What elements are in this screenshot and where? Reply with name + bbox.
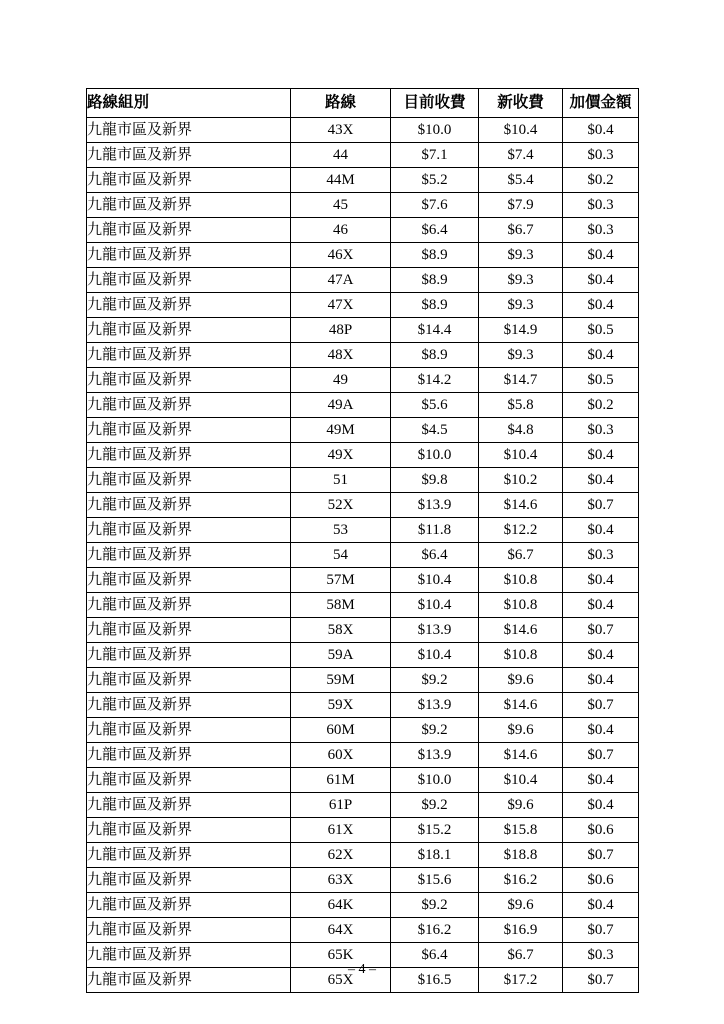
cell-route-group: 九龍市區及新界 xyxy=(87,918,291,943)
cell-route: 43X xyxy=(291,118,391,143)
cell-route-group: 九龍市區及新界 xyxy=(87,743,291,768)
cell-current-fare: $7.1 xyxy=(391,143,479,168)
cell-route: 62X xyxy=(291,843,391,868)
cell-route-group: 九龍市區及新界 xyxy=(87,293,291,318)
cell-increase: $0.7 xyxy=(563,693,639,718)
cell-current-fare: $10.0 xyxy=(391,768,479,793)
cell-current-fare: $14.4 xyxy=(391,318,479,343)
cell-increase: $0.2 xyxy=(563,393,639,418)
cell-route: 49M xyxy=(291,418,391,443)
table-row xyxy=(87,293,639,318)
cell-increase: $0.7 xyxy=(563,743,639,768)
cell-new-fare: $6.7 xyxy=(479,543,563,568)
cell-route-group: 九龍市區及新界 xyxy=(87,893,291,918)
cell-route: 53 xyxy=(291,518,391,543)
column-header-route-group: 路線組別 xyxy=(87,89,291,118)
cell-new-fare: $6.7 xyxy=(479,218,563,243)
cell-current-fare: $15.6 xyxy=(391,868,479,893)
cell-increase: $0.4 xyxy=(563,793,639,818)
cell-route: 49A xyxy=(291,393,391,418)
cell-current-fare: $13.9 xyxy=(391,493,479,518)
cell-new-fare: $9.3 xyxy=(479,343,563,368)
table-row xyxy=(87,768,639,793)
cell-route: 58X xyxy=(291,618,391,643)
cell-route: 44M xyxy=(291,168,391,193)
cell-current-fare: $18.1 xyxy=(391,843,479,868)
cell-new-fare: $5.8 xyxy=(479,393,563,418)
cell-current-fare: $11.8 xyxy=(391,518,479,543)
cell-current-fare: $16.2 xyxy=(391,918,479,943)
cell-new-fare: $14.6 xyxy=(479,493,563,518)
cell-current-fare: $9.8 xyxy=(391,468,479,493)
table-row xyxy=(87,218,639,243)
cell-route-group: 九龍市區及新界 xyxy=(87,343,291,368)
cell-route: 48P xyxy=(291,318,391,343)
cell-route: 51 xyxy=(291,468,391,493)
cell-new-fare: $9.3 xyxy=(479,268,563,293)
table-row xyxy=(87,143,639,168)
cell-increase: $0.3 xyxy=(563,418,639,443)
cell-route: 46 xyxy=(291,218,391,243)
cell-route-group: 九龍市區及新界 xyxy=(87,468,291,493)
table-row xyxy=(87,693,639,718)
cell-route-group: 九龍市區及新界 xyxy=(87,268,291,293)
cell-current-fare: $6.4 xyxy=(391,543,479,568)
cell-new-fare: $14.6 xyxy=(479,693,563,718)
table-row xyxy=(87,743,639,768)
cell-route: 59A xyxy=(291,643,391,668)
cell-new-fare: $10.4 xyxy=(479,768,563,793)
cell-new-fare: $16.9 xyxy=(479,918,563,943)
cell-increase: $0.4 xyxy=(563,468,639,493)
table-row xyxy=(87,843,639,868)
cell-new-fare: $10.2 xyxy=(479,468,563,493)
cell-route-group: 九龍市區及新界 xyxy=(87,568,291,593)
table-row xyxy=(87,318,639,343)
cell-route-group: 九龍市區及新界 xyxy=(87,143,291,168)
cell-route-group: 九龍市區及新界 xyxy=(87,168,291,193)
cell-current-fare: $15.2 xyxy=(391,818,479,843)
cell-increase: $0.4 xyxy=(563,518,639,543)
cell-increase: $0.4 xyxy=(563,768,639,793)
cell-increase: $0.4 xyxy=(563,268,639,293)
cell-new-fare: $5.4 xyxy=(479,168,563,193)
cell-increase: $0.4 xyxy=(563,293,639,318)
cell-route-group: 九龍市區及新界 xyxy=(87,368,291,393)
cell-increase: $0.4 xyxy=(563,568,639,593)
cell-current-fare: $10.4 xyxy=(391,568,479,593)
cell-new-fare: $14.6 xyxy=(479,618,563,643)
table-row xyxy=(87,443,639,468)
cell-increase: $0.3 xyxy=(563,193,639,218)
cell-new-fare: $9.3 xyxy=(479,243,563,268)
cell-increase: $0.5 xyxy=(563,368,639,393)
cell-new-fare: $6.7 xyxy=(479,943,563,968)
cell-new-fare: $16.2 xyxy=(479,868,563,893)
table-row xyxy=(87,643,639,668)
cell-route: 57M xyxy=(291,568,391,593)
cell-increase: $0.4 xyxy=(563,118,639,143)
cell-route: 59X xyxy=(291,693,391,718)
table-row xyxy=(87,793,639,818)
column-header-increase: 加價金額 xyxy=(563,89,639,118)
cell-route-group: 九龍市區及新界 xyxy=(87,193,291,218)
cell-new-fare: $10.8 xyxy=(479,593,563,618)
cell-increase: $0.3 xyxy=(563,943,639,968)
cell-route-group: 九龍市區及新界 xyxy=(87,618,291,643)
table-row xyxy=(87,193,639,218)
cell-increase: $0.7 xyxy=(563,968,639,993)
cell-increase: $0.3 xyxy=(563,543,639,568)
table-row xyxy=(87,243,639,268)
cell-route: 61X xyxy=(291,818,391,843)
cell-route: 58M xyxy=(291,593,391,618)
column-header-new-fare: 新收費 xyxy=(479,89,563,118)
cell-current-fare: $8.9 xyxy=(391,343,479,368)
cell-current-fare: $5.2 xyxy=(391,168,479,193)
table-row xyxy=(87,868,639,893)
cell-current-fare: $10.4 xyxy=(391,593,479,618)
cell-current-fare: $7.6 xyxy=(391,193,479,218)
cell-current-fare: $4.5 xyxy=(391,418,479,443)
table-row xyxy=(87,118,639,143)
cell-route: 52X xyxy=(291,493,391,518)
cell-increase: $0.4 xyxy=(563,643,639,668)
cell-route-group: 九龍市區及新界 xyxy=(87,793,291,818)
cell-current-fare: $13.9 xyxy=(391,743,479,768)
table-row xyxy=(87,268,639,293)
cell-route-group: 九龍市區及新界 xyxy=(87,968,291,993)
cell-increase: $0.4 xyxy=(563,443,639,468)
cell-increase: $0.6 xyxy=(563,868,639,893)
cell-route-group: 九龍市區及新界 xyxy=(87,518,291,543)
cell-route-group: 九龍市區及新界 xyxy=(87,443,291,468)
cell-increase: $0.3 xyxy=(563,143,639,168)
cell-increase: $0.3 xyxy=(563,218,639,243)
cell-current-fare: $9.2 xyxy=(391,893,479,918)
cell-route: 49X xyxy=(291,443,391,468)
table-body xyxy=(87,118,639,993)
cell-new-fare: $17.2 xyxy=(479,968,563,993)
cell-route-group: 九龍市區及新界 xyxy=(87,818,291,843)
cell-route: 44 xyxy=(291,143,391,168)
cell-route: 61M xyxy=(291,768,391,793)
cell-increase: $0.4 xyxy=(563,593,639,618)
cell-increase: $0.4 xyxy=(563,343,639,368)
cell-new-fare: $9.6 xyxy=(479,893,563,918)
cell-increase: $0.6 xyxy=(563,818,639,843)
cell-current-fare: $13.9 xyxy=(391,693,479,718)
table-row xyxy=(87,618,639,643)
cell-new-fare: $18.8 xyxy=(479,843,563,868)
cell-increase: $0.7 xyxy=(563,843,639,868)
cell-increase: $0.4 xyxy=(563,668,639,693)
cell-route: 60X xyxy=(291,743,391,768)
cell-new-fare: $7.9 xyxy=(479,193,563,218)
cell-new-fare: $9.6 xyxy=(479,718,563,743)
cell-current-fare: $6.4 xyxy=(391,943,479,968)
cell-route: 63X xyxy=(291,868,391,893)
cell-increase: $0.4 xyxy=(563,718,639,743)
cell-route-group: 九龍市區及新界 xyxy=(87,768,291,793)
cell-route-group: 九龍市區及新界 xyxy=(87,243,291,268)
column-header-current-fare: 目前收費 xyxy=(391,89,479,118)
cell-new-fare: $14.6 xyxy=(479,743,563,768)
cell-route-group: 九龍市區及新界 xyxy=(87,418,291,443)
table-header xyxy=(87,89,639,118)
table-row xyxy=(87,493,639,518)
cell-current-fare: $10.0 xyxy=(391,118,479,143)
cell-route: 65K xyxy=(291,943,391,968)
cell-current-fare: $16.5 xyxy=(391,968,479,993)
cell-current-fare: $5.6 xyxy=(391,393,479,418)
table-row xyxy=(87,343,639,368)
cell-new-fare: $12.2 xyxy=(479,518,563,543)
cell-route: 59M xyxy=(291,668,391,693)
cell-route-group: 九龍市區及新界 xyxy=(87,543,291,568)
cell-route: 45 xyxy=(291,193,391,218)
table-row xyxy=(87,593,639,618)
cell-increase: $0.7 xyxy=(563,493,639,518)
cell-route-group: 九龍市區及新界 xyxy=(87,493,291,518)
cell-increase: $0.2 xyxy=(563,168,639,193)
cell-route: 47A xyxy=(291,268,391,293)
table-row xyxy=(87,718,639,743)
cell-increase: $0.7 xyxy=(563,918,639,943)
table-row xyxy=(87,368,639,393)
cell-new-fare: $9.3 xyxy=(479,293,563,318)
cell-route-group: 九龍市區及新界 xyxy=(87,693,291,718)
cell-new-fare: $14.7 xyxy=(479,368,563,393)
cell-current-fare: $8.9 xyxy=(391,293,479,318)
cell-new-fare: $10.8 xyxy=(479,568,563,593)
table-row xyxy=(87,668,639,693)
table-header-row xyxy=(87,89,639,118)
cell-current-fare: $6.4 xyxy=(391,218,479,243)
cell-current-fare: $10.4 xyxy=(391,643,479,668)
cell-new-fare: $14.9 xyxy=(479,318,563,343)
cell-new-fare: $15.8 xyxy=(479,818,563,843)
cell-new-fare: $9.6 xyxy=(479,668,563,693)
cell-route-group: 九龍市區及新界 xyxy=(87,718,291,743)
table-row xyxy=(87,818,639,843)
table-row xyxy=(87,393,639,418)
cell-new-fare: $10.8 xyxy=(479,643,563,668)
cell-new-fare: $9.6 xyxy=(479,793,563,818)
cell-route-group: 九龍市區及新界 xyxy=(87,668,291,693)
cell-route-group: 九龍市區及新界 xyxy=(87,593,291,618)
cell-route: 47X xyxy=(291,293,391,318)
cell-route-group: 九龍市區及新界 xyxy=(87,318,291,343)
cell-route-group: 九龍市區及新界 xyxy=(87,843,291,868)
cell-current-fare: $8.9 xyxy=(391,268,479,293)
cell-increase: $0.5 xyxy=(563,318,639,343)
cell-route-group: 九龍市區及新界 xyxy=(87,868,291,893)
cell-route: 49 xyxy=(291,368,391,393)
cell-current-fare: $9.2 xyxy=(391,793,479,818)
table-row xyxy=(87,468,639,493)
cell-new-fare: $10.4 xyxy=(479,118,563,143)
cell-route-group: 九龍市區及新界 xyxy=(87,393,291,418)
cell-route: 65X xyxy=(291,968,391,993)
table-row xyxy=(87,168,639,193)
cell-route: 48X xyxy=(291,343,391,368)
cell-route-group: 九龍市區及新界 xyxy=(87,218,291,243)
cell-current-fare: $9.2 xyxy=(391,718,479,743)
table-row xyxy=(87,518,639,543)
cell-route: 54 xyxy=(291,543,391,568)
cell-route-group: 九龍市區及新界 xyxy=(87,943,291,968)
cell-increase: $0.4 xyxy=(563,243,639,268)
cell-current-fare: $9.2 xyxy=(391,668,479,693)
table-row xyxy=(87,893,639,918)
cell-route: 46X xyxy=(291,243,391,268)
cell-new-fare: $10.4 xyxy=(479,443,563,468)
cell-route: 61P xyxy=(291,793,391,818)
cell-new-fare: $7.4 xyxy=(479,143,563,168)
table-row xyxy=(87,568,639,593)
cell-route: 64X xyxy=(291,918,391,943)
fare-table xyxy=(86,88,639,993)
page-number: – 4 – xyxy=(348,962,376,977)
cell-route-group: 九龍市區及新界 xyxy=(87,118,291,143)
cell-current-fare: $14.2 xyxy=(391,368,479,393)
table-row xyxy=(87,418,639,443)
cell-increase: $0.7 xyxy=(563,618,639,643)
cell-current-fare: $8.9 xyxy=(391,243,479,268)
cell-increase: $0.4 xyxy=(563,893,639,918)
column-header-route: 路線 xyxy=(291,89,391,118)
cell-current-fare: $13.9 xyxy=(391,618,479,643)
cell-route: 64K xyxy=(291,893,391,918)
cell-new-fare: $4.8 xyxy=(479,418,563,443)
cell-current-fare: $10.0 xyxy=(391,443,479,468)
table-row xyxy=(87,918,639,943)
cell-route-group: 九龍市區及新界 xyxy=(87,643,291,668)
cell-route: 60M xyxy=(291,718,391,743)
table-row xyxy=(87,543,639,568)
fare-table-container xyxy=(86,88,638,993)
